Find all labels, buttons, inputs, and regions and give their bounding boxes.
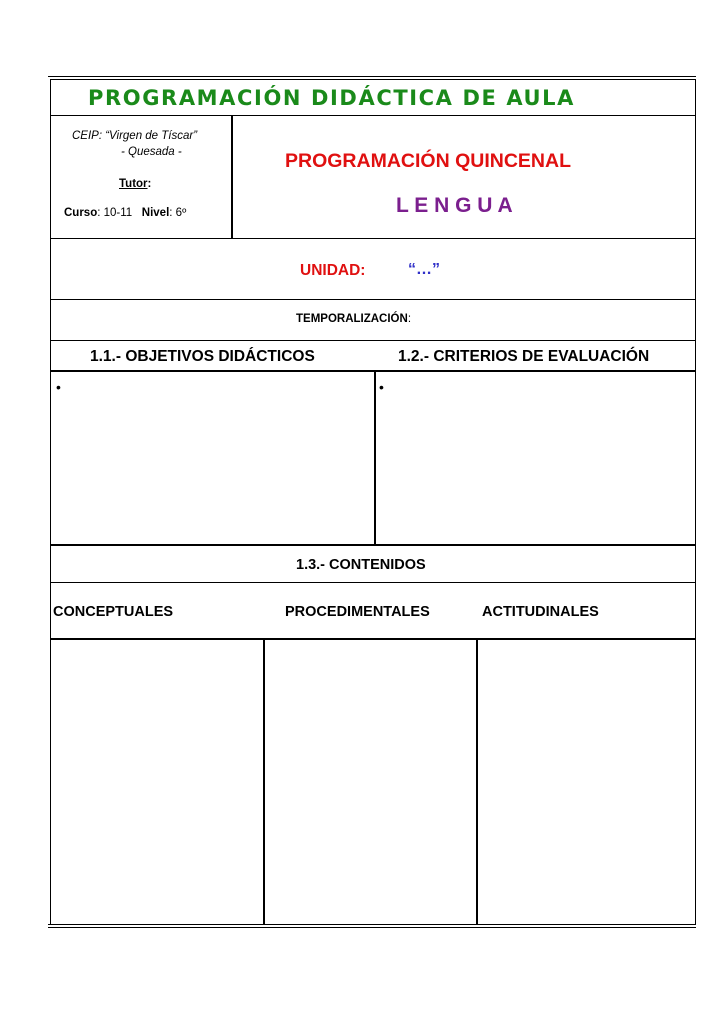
objetivos-bullet: • xyxy=(56,379,61,395)
subject-title: L E N G U A xyxy=(396,194,513,217)
tutor-field xyxy=(119,178,151,190)
unidad-label: UNIDAD: xyxy=(300,262,366,279)
column-conceptuales: CONCEPTUALES xyxy=(53,604,174,620)
programacion-quincenal-heading: PROGRAMACIÓN QUINCENAL xyxy=(285,150,571,172)
temporalizacion-colon: : xyxy=(407,313,412,325)
nivel-label: Nivel xyxy=(141,207,170,219)
nivel-value: : 6º xyxy=(169,207,187,219)
curso-nivel-field xyxy=(64,207,186,219)
page-title: PROGRAMACIÓN DIDÁCTICA DE AULA xyxy=(88,86,576,110)
contenidos-heading: 1.3.- CONTENIDOS xyxy=(296,557,426,573)
objetivos-heading: 1.1.- OBJETIVOS DIDÁCTICOS xyxy=(90,348,315,365)
temporalizacion-label: TEMPORALIZACIÓN xyxy=(296,313,408,325)
tutor-colon: : xyxy=(147,178,152,190)
unidad-value: “…” xyxy=(408,261,440,278)
tutor-label: Tutor xyxy=(119,178,148,190)
curso-value: : 10-11 xyxy=(97,207,133,219)
temporalizacion-field xyxy=(296,313,411,325)
curso-label: Curso xyxy=(64,207,98,219)
column-procedimentales: PROCEDIMENTALES xyxy=(285,604,430,620)
school-name: CEIP: “Virgen de Tíscar” xyxy=(72,130,198,142)
column-actitudinales: ACTITUDINALES xyxy=(482,604,599,620)
criterios-bullet: • xyxy=(379,379,384,395)
criterios-heading: 1.2.- CRITERIOS DE EVALUACIÓN xyxy=(398,348,650,365)
school-location: - Quesada - xyxy=(121,146,182,158)
